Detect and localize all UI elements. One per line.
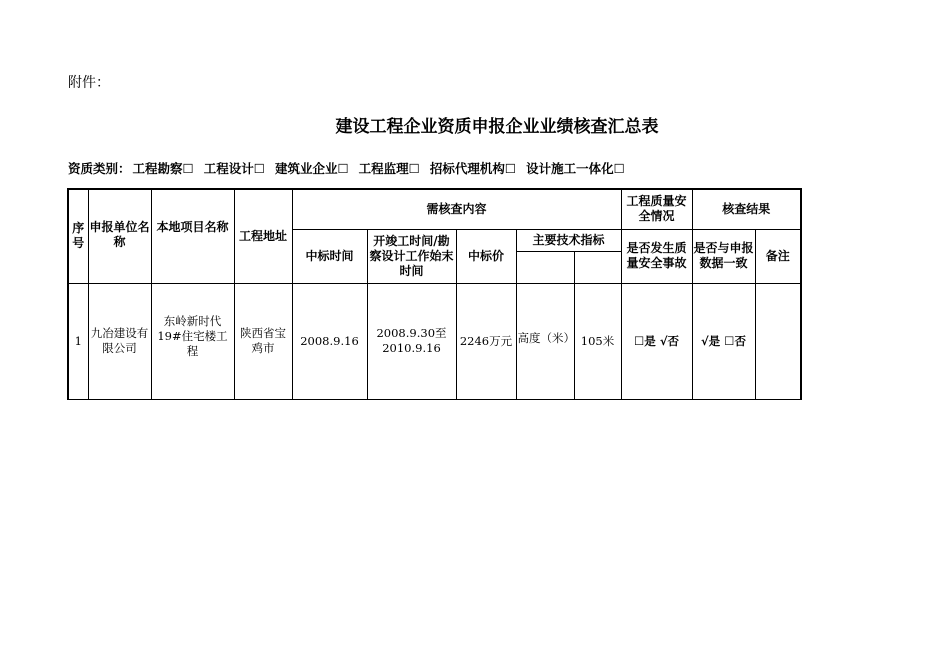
category-item-design-build[interactable]: 设计施工一体化☐	[526, 161, 625, 176]
attachment-label: 附件：	[68, 75, 110, 91]
category-item-design[interactable]: 工程设计☐	[203, 161, 265, 176]
cell-project-name: 东岭新时代19#住宅楼工程	[151, 283, 234, 399]
header-verify-group: 需核查内容	[292, 189, 621, 229]
category-item-construction[interactable]: 建筑业企业☐	[274, 161, 349, 176]
cell-tech-name: 高度（米）	[516, 283, 574, 399]
header-company: 申报单位名称	[88, 189, 151, 283]
category-item-survey[interactable]: 工程勘察☐	[132, 161, 194, 176]
page-title: 建设工程企业资质申报企业业绩核查汇总表	[335, 117, 659, 137]
cell-remarks	[755, 283, 801, 399]
header-quality-group: 工程质量安全情况	[621, 189, 692, 229]
cell-tech-value: 105米	[574, 283, 621, 399]
header-project-name: 本地项目名称	[151, 189, 234, 283]
header-tech-name-blank	[516, 251, 574, 283]
performance-table	[67, 188, 802, 400]
header-bid-time: 中标时间	[292, 229, 367, 283]
header-start-end: 开竣工时间/勘察设计工作始末时间	[367, 229, 456, 283]
cell-start-end: 2008.9.30至2010.9.16	[367, 283, 456, 399]
header-bid-price: 中标价	[456, 229, 516, 283]
cell-company: 九冶建设有限公司	[88, 283, 151, 399]
cell-bid-time: 2008.9.16	[292, 283, 367, 399]
header-accident: 是否发生质量安全事故	[621, 229, 692, 283]
category-item-bidding-agency[interactable]: 招标代理机构☐	[429, 161, 517, 176]
cell-address: 陕西省宝鸡市	[234, 283, 292, 399]
header-result-group: 核查结果	[692, 189, 801, 229]
cell-bid-price: 2246万元	[456, 283, 516, 399]
header-remarks: 备注	[755, 229, 801, 283]
cell-seq: 1	[68, 283, 88, 399]
header-tech-value-blank	[574, 251, 621, 283]
category-line	[68, 159, 635, 177]
header-seq: 序号	[68, 189, 88, 283]
cell-accident[interactable]: ☐是 √否	[621, 283, 692, 399]
cell-consistent[interactable]: √是 ☐否	[692, 283, 755, 399]
header-consistent: 是否与申报数据一致	[692, 229, 755, 283]
category-label: 资质类别：	[68, 161, 131, 176]
header-tech-index: 主要技术指标	[516, 229, 621, 251]
category-item-supervision[interactable]: 工程监理☐	[358, 161, 420, 176]
table-row	[68, 283, 801, 399]
header-address: 工程地址	[234, 189, 292, 283]
